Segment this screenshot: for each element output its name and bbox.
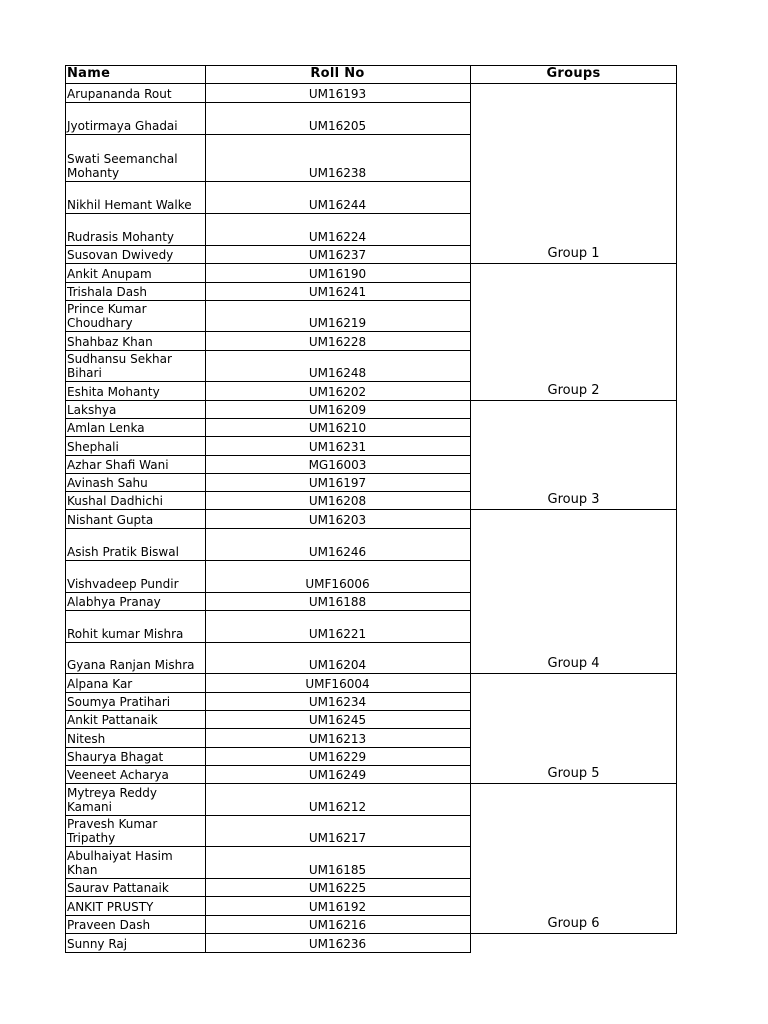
roll-no-cell: UM16237 [308, 248, 367, 262]
roll-no-cell: UM16192 [308, 900, 367, 914]
name-cell: Alpana Kar [67, 677, 133, 691]
roll-no-cell: UM16212 [308, 800, 367, 814]
name-cell: Rohit kumar Mishra [67, 627, 184, 641]
roll-no-cell: UM16193 [308, 87, 367, 101]
name-cell: Jyotirmaya Ghadai [67, 119, 178, 133]
grid-line [470, 65, 471, 953]
name-cell: Vishvadeep Pundir [67, 577, 179, 591]
name-cell: Pravesh Kumar Tripathy [67, 817, 158, 845]
name-cell: Shephali [67, 440, 119, 454]
name-cell: Trishala Dash [67, 285, 147, 299]
roll-no-cell: UM16203 [308, 513, 367, 527]
name-cell: Kushal Dadhichi [67, 494, 163, 508]
header-groups: Groups [546, 66, 601, 81]
roll-no-cell: UM16236 [308, 937, 367, 951]
roll-no-cell: UM16185 [308, 863, 367, 877]
name-cell: Asish Pratik Biswal [67, 545, 179, 559]
roll-no-cell: UM16248 [308, 366, 367, 380]
name-cell: Soumya Pratihari [67, 695, 171, 709]
roll-no-cell: UM16210 [308, 421, 367, 435]
roll-no-cell: UMF16006 [305, 577, 370, 591]
name-cell: Veeneet Acharya [67, 768, 169, 782]
roll-no-cell: UM16229 [308, 750, 367, 764]
name-cell: Gyana Ranjan Mishra [67, 658, 195, 672]
roster-table [65, 65, 677, 953]
group-cell: Group 3 [547, 492, 600, 507]
name-cell: Nitesh [67, 732, 106, 746]
name-cell: Shahbaz Khan [67, 335, 153, 349]
roll-no-cell: UM16208 [308, 494, 367, 508]
name-cell: Susovan Dwivedy [67, 248, 174, 262]
roll-no-cell: UM16245 [308, 713, 367, 727]
roll-no-cell: UM16241 [308, 285, 367, 299]
grid-line [65, 952, 471, 953]
roll-no-cell: UM16225 [308, 881, 367, 895]
roll-no-cell: UM16205 [308, 119, 367, 133]
roll-no-cell: UM16228 [308, 335, 367, 349]
roll-no-cell: UM16188 [308, 595, 367, 609]
roll-no-cell: UM16213 [308, 732, 367, 746]
name-cell: Alabhya Pranay [67, 595, 161, 609]
grid-line [65, 65, 66, 953]
name-cell: Saurav Pattanaik [67, 881, 169, 895]
name-cell: Avinash Sahu [67, 476, 148, 490]
name-cell: Prince Kumar Choudhary [67, 302, 147, 330]
name-cell: Arupananda Rout [67, 87, 172, 101]
header-roll-no: Roll No [310, 66, 365, 81]
name-cell: Sudhansu Sekhar Bihari [67, 352, 172, 380]
group-cell: Group 1 [547, 246, 600, 261]
name-cell: Abulhaiyat Hasim Khan [67, 849, 173, 877]
grid-line [65, 65, 677, 66]
name-cell: Nishant Gupta [67, 513, 154, 527]
name-cell: Eshita Mohanty [67, 385, 160, 399]
name-cell: Praveen Dash [67, 918, 151, 932]
name-cell: Azhar Shafi Wani [67, 458, 169, 472]
roll-no-cell: UM16219 [308, 316, 367, 330]
name-cell: ANKIT PRUSTY [67, 900, 154, 914]
group-cell: Group 6 [547, 916, 600, 931]
roll-no-cell: UMF16004 [305, 677, 370, 691]
roll-no-cell: UM16246 [308, 545, 367, 559]
name-cell: Shaurya Bhagat [67, 750, 164, 764]
roll-no-cell: UM16224 [308, 230, 367, 244]
roll-no-cell: UM16197 [308, 476, 367, 490]
name-cell: Mytreya Reddy Kamani [67, 786, 157, 814]
name-cell: Amlan Lenka [67, 421, 145, 435]
group-cell: Group 4 [547, 656, 600, 671]
name-cell: Lakshya [67, 403, 117, 417]
group-cell [471, 934, 676, 952]
roll-no-cell: UM16204 [308, 658, 367, 672]
roll-no-cell: UM16249 [308, 768, 367, 782]
group-cell: Group 2 [547, 383, 600, 398]
header-name: Name [67, 66, 111, 81]
group-cell: Group 5 [547, 766, 600, 781]
name-cell: Sunny Raj [67, 937, 128, 951]
roll-no-cell: UM16216 [308, 918, 367, 932]
name-cell: Rudrasis Mohanty [67, 230, 175, 244]
name-cell: Ankit Anupam [67, 267, 152, 281]
grid-line [676, 65, 677, 934]
name-cell: Ankit Pattanaik [67, 713, 158, 727]
roll-no-cell: UM16190 [308, 267, 367, 281]
roll-no-cell: UM16231 [308, 440, 367, 454]
roll-no-cell: MG16003 [308, 458, 367, 472]
roll-no-cell: UM16234 [308, 695, 367, 709]
name-cell: Nikhil Hemant Walke [67, 198, 192, 212]
grid-line [65, 83, 677, 84]
roll-no-cell: UM16202 [308, 385, 367, 399]
roll-no-cell: UM16238 [308, 166, 367, 180]
roll-no-cell: UM16244 [308, 198, 367, 212]
grid-line [205, 65, 206, 953]
roll-no-cell: UM16209 [308, 403, 367, 417]
roll-no-cell: UM16221 [308, 627, 367, 641]
roll-no-cell: UM16217 [308, 831, 367, 845]
name-cell: Swati Seemanchal Mohanty [67, 152, 178, 180]
